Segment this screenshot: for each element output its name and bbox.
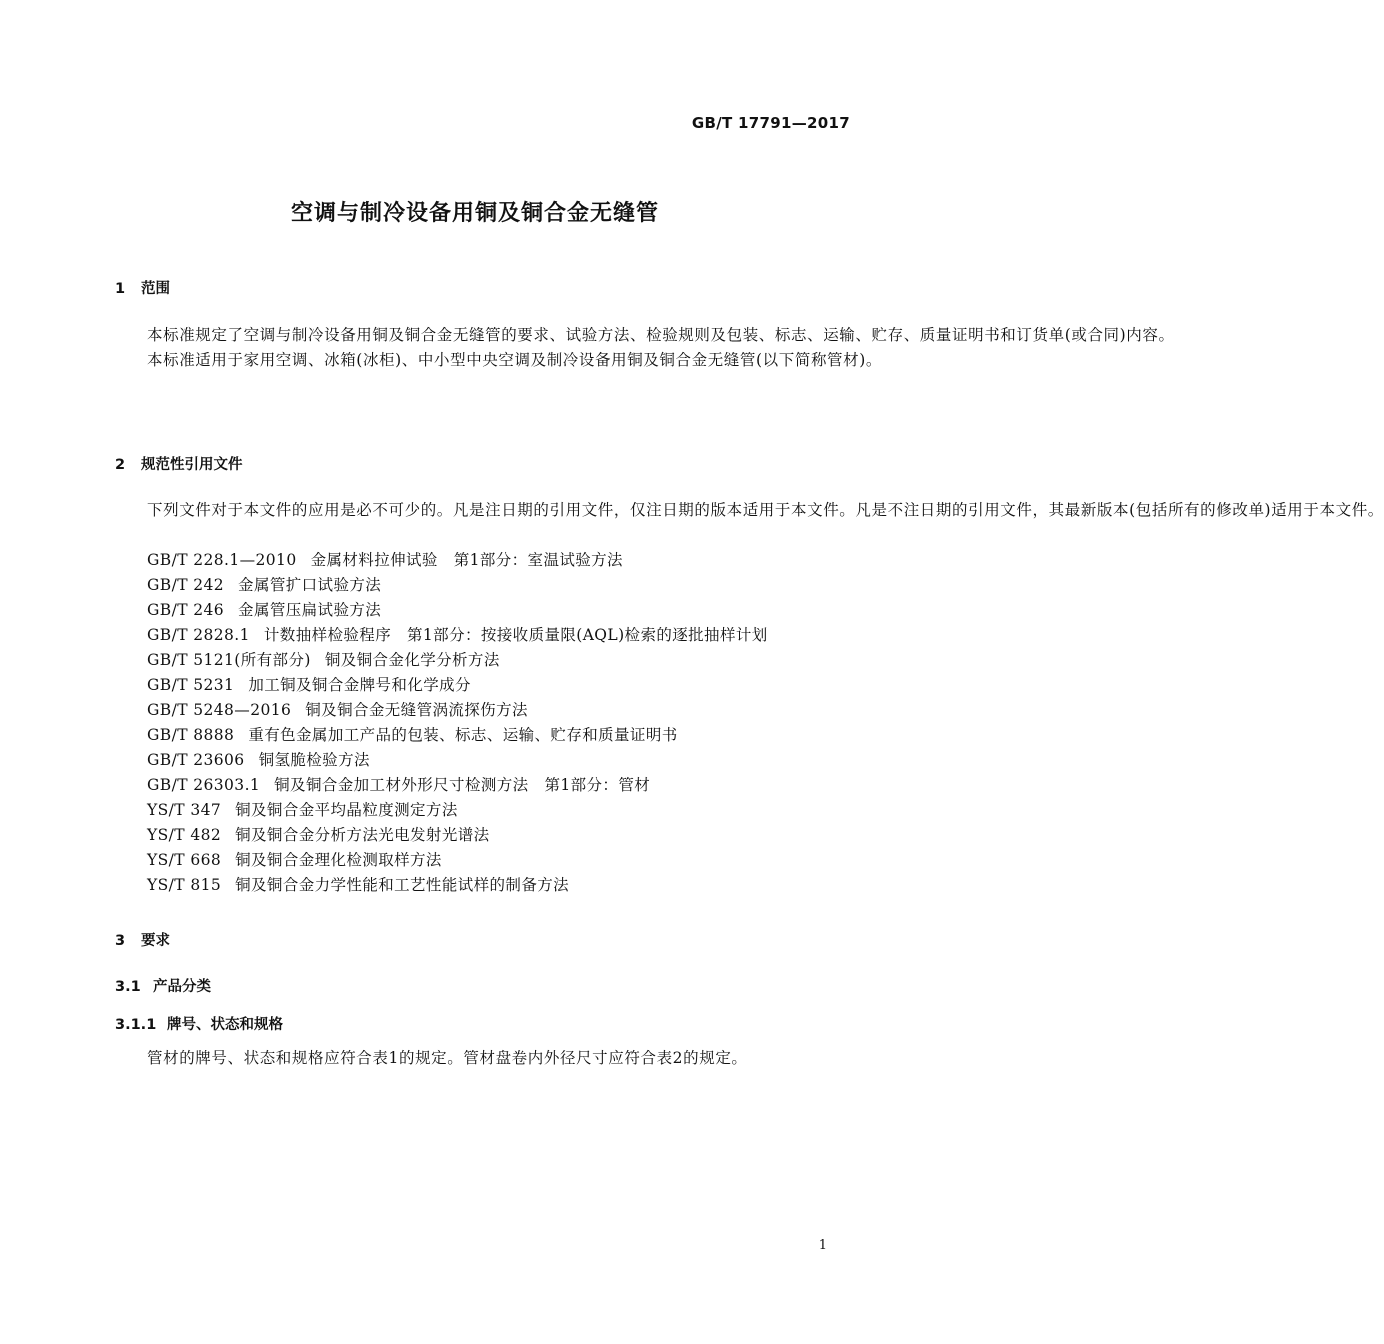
reference-code: GB/T 246 [147, 601, 225, 619]
reference-code: YS/T 815 [147, 876, 222, 894]
section-number: 1 [115, 281, 126, 297]
reference-title: 铜及铜合金力学性能和工艺性能试样的制备方法 [235, 876, 570, 894]
reference-item [147, 648, 768, 673]
section-1-heading [115, 277, 170, 298]
section-title: 范围 [141, 281, 170, 297]
section-2-intro [115, 498, 1384, 523]
reference-item [147, 673, 768, 698]
reference-item [147, 798, 768, 823]
reference-code: GB/T 23606 [147, 751, 245, 769]
reference-item [147, 873, 768, 898]
page-number: 1 [818, 1238, 827, 1253]
reference-code: GB/T 242 [147, 576, 225, 594]
reference-title: 计数抽样检验程序 第1部分：按接收质量限(AQL)检索的逐批抽样计划 [263, 626, 768, 644]
section-title: 规范性引用文件 [141, 457, 243, 473]
section-number: 3 [115, 933, 126, 949]
reference-title: 金属管压扁试验方法 [238, 601, 382, 619]
reference-title: 铜及铜合金加工材外形尺寸检测方法 第1部分：管材 [274, 776, 651, 794]
section-3-1-heading [115, 975, 211, 996]
reference-title: 铜氢脆检验方法 [258, 751, 370, 769]
reference-title: 铜及铜合金无缝管涡流探伤方法 [305, 701, 528, 719]
section-title: 产品分类 [153, 979, 211, 995]
reference-code: GB/T 228.1—2010 [147, 551, 297, 569]
reference-item [147, 848, 768, 873]
reference-code: GB/T 2828.1 [147, 626, 250, 644]
reference-item [147, 748, 768, 773]
reference-list [147, 548, 768, 898]
reference-title: 铜及铜合金平均晶粒度测定方法 [235, 801, 458, 819]
standard-number: GB/T 17791—2017 [691, 114, 850, 132]
section-2-heading [115, 453, 243, 474]
reference-title: 金属管扩口试验方法 [238, 576, 382, 594]
reference-code: YS/T 347 [147, 801, 222, 819]
reference-title: 铜及铜合金分析方法光电发射光谱法 [235, 826, 490, 844]
reference-title: 铜及铜合金理化检测取样方法 [235, 851, 442, 869]
reference-item [147, 548, 768, 573]
reference-title: 铜及铜合金化学分析方法 [324, 651, 500, 669]
reference-item [147, 698, 768, 723]
paragraph: 本标准规定了空调与制冷设备用铜及铜合金无缝管的要求、试验方法、检验规则及包装、标志、运输、贮存、质量证明书和订货单(或合同)内容。 [147, 326, 1175, 344]
reference-code: YS/T 668 [147, 851, 222, 869]
section-3-heading [115, 929, 170, 950]
reference-code: GB/T 5248—2016 [147, 701, 292, 719]
paragraph: 管材的牌号、状态和规格应符合表1的规定。管材盘卷内外径尺寸应符合表2的规定。 [147, 1049, 748, 1067]
reference-item [147, 773, 768, 798]
paragraph: 下列文件对于本文件的应用是必不可少的。凡是注日期的引用文件，仅注日期的版本适用于本文件。凡是不注日期的引用文件，其最新版本(包括所有的修改单)适用于本文件。 [147, 501, 1384, 519]
document-title: 空调与制冷设备用铜及铜合金无缝管 [290, 201, 659, 226]
reference-item [147, 598, 768, 623]
section-3-1-1-heading [115, 1013, 283, 1034]
reference-code: GB/T 5231 [147, 676, 235, 694]
section-title: 要求 [141, 933, 170, 949]
reference-code: GB/T 5121(所有部分) [147, 651, 311, 669]
reference-code: YS/T 482 [147, 826, 222, 844]
reference-item [147, 823, 768, 848]
reference-item [147, 623, 768, 648]
paragraph: 本标准适用于家用空调、冰箱(冰柜)、中小型中央空调及制冷设备用铜及铜合金无缝管(以下简称管材)。 [147, 351, 882, 369]
reference-title: 金属材料拉伸试验 第1部分：室温试验方法 [310, 551, 623, 569]
section-number: 2 [115, 457, 126, 473]
section-1-body [115, 323, 1175, 373]
section-number: 3.1.1 [115, 1017, 157, 1033]
section-title: 牌号、状态和规格 [167, 1017, 283, 1033]
section-3-1-1-body [115, 1046, 850, 1071]
section-number: 3.1 [115, 979, 141, 995]
reference-code: GB/T 26303.1 [147, 776, 261, 794]
reference-item [147, 573, 768, 598]
reference-code: GB/T 8888 [147, 726, 235, 744]
reference-title: 重有色金属加工产品的包装、标志、运输、贮存和质量证明书 [248, 726, 678, 744]
reference-title: 加工铜及铜合金牌号和化学成分 [248, 676, 471, 694]
reference-item [147, 723, 768, 748]
